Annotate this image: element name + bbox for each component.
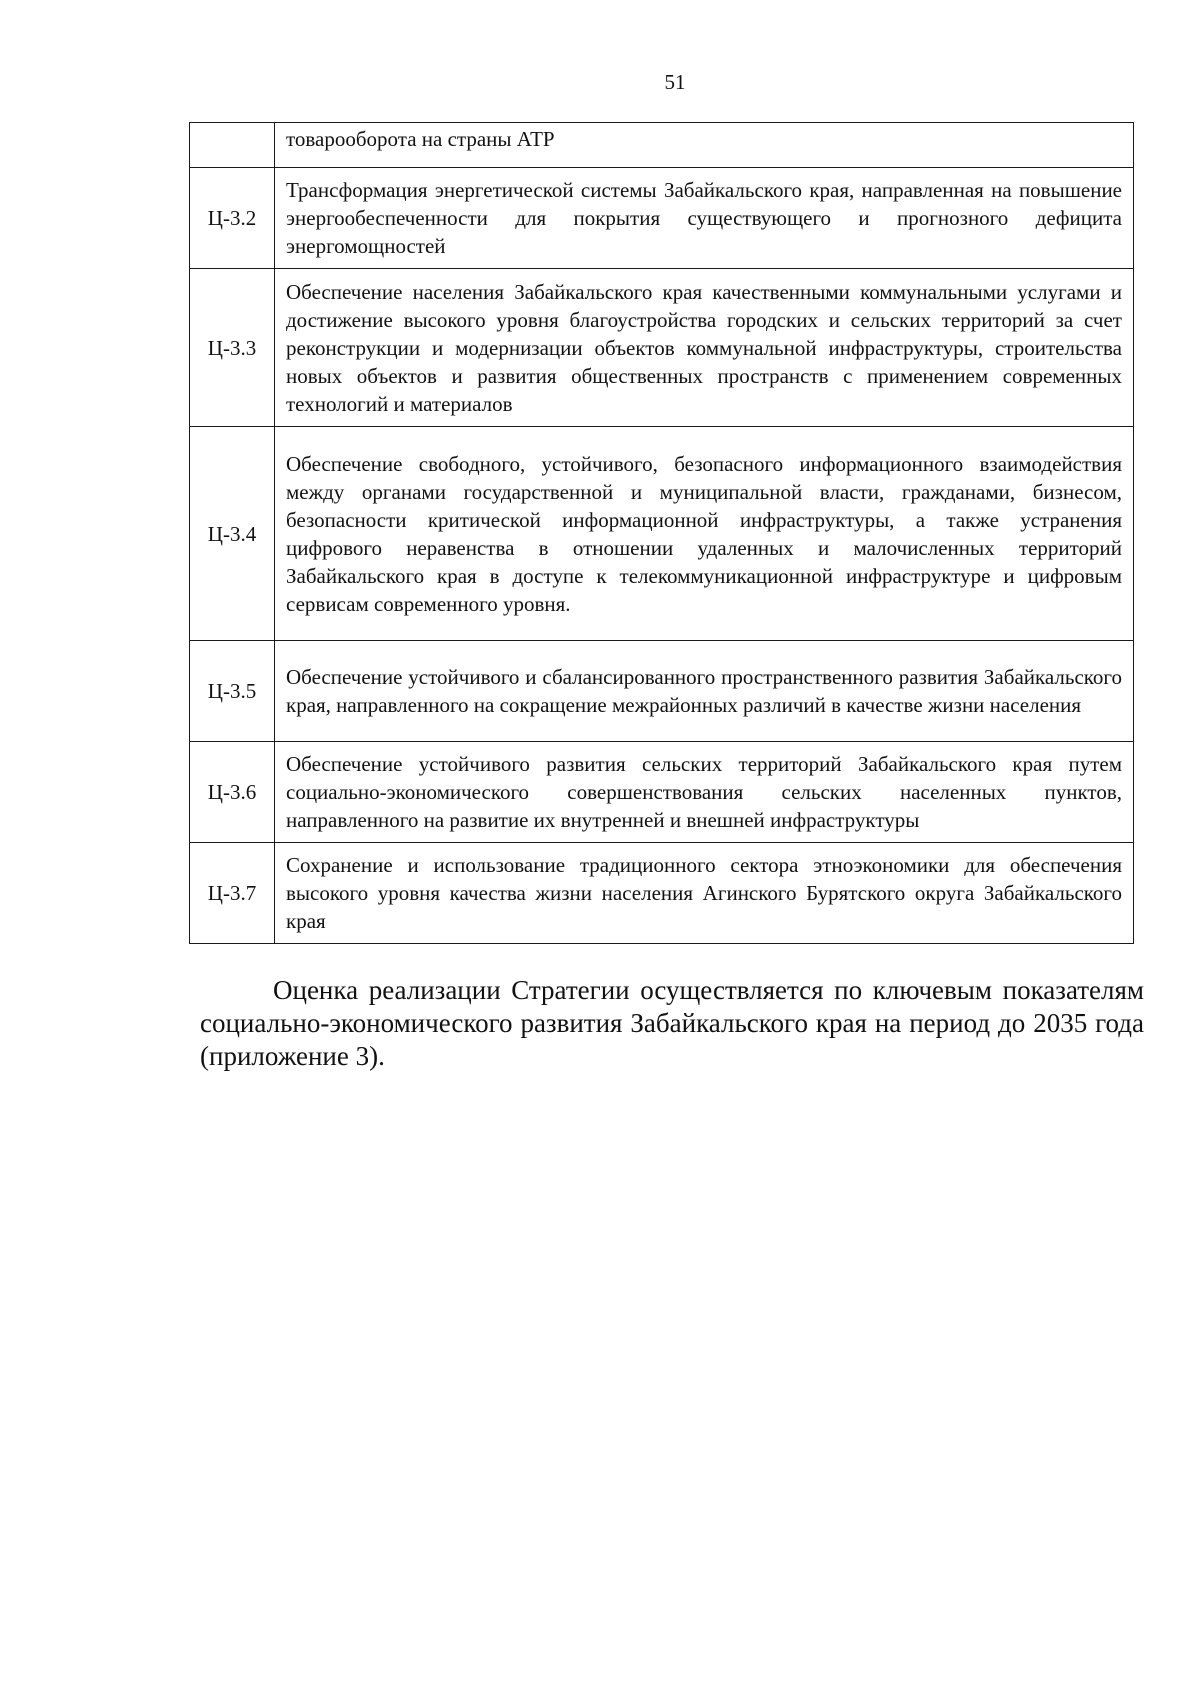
table-row [190,742,1134,843]
goal-code [190,123,275,168]
table-row [190,269,1134,427]
table-row [190,843,1134,944]
goal-description: Обеспечение населения Забайкальского края качественными коммунальными услугами и достижение высокого уровня благоустройства городских и сельских территорий за счет реконструкции и модернизации объектов коммунальной инфраструктуры, строительства новых объектов и развития общественных пространств с применением современных технологий и материалов [275,269,1134,427]
goal-description: Обеспечение устойчивого развития сельских территорий Забайкальского края путем социально-экономического совершенствования сельских населенных пунктов, направленного на развитие их внутренней и внешней инфраструктуры [275,742,1134,843]
goals-table [189,122,1134,944]
page-number: 51 [664,70,686,94]
goal-code: Ц-3.3 [190,269,275,427]
goal-description: Обеспечение устойчивого и сбалансированного пространственного развития Забайкальского края, направленного на сокращение межрайонных различий в качестве жизни населения [275,641,1134,742]
table-row [190,641,1134,742]
body-paragraph: Оценка реализации Стратегии осуществляется по ключевым показателям социально-экономического развития Забайкальского края на период до 2035 года (приложение 3). [200,975,1144,1071]
goal-code: Ц-3.7 [190,843,275,944]
goal-description: Сохранение и использование традиционного сектора этноэкономики для обеспечения высокого уровня качества жизни населения Агинского Бурятского округа Забайкальского края [275,843,1134,944]
goal-code: Ц-3.5 [190,641,275,742]
goal-code: Ц-3.6 [190,742,275,843]
goal-description: товарооборота на страны АТР [275,123,1134,168]
goal-code: Ц-3.2 [190,168,275,269]
table-row [190,123,1134,168]
goal-description: Трансформация энергетической системы Забайкальского края, направленная на повышение энергообеспеченности для покрытия существующего и прогнозного дефицита энергомощностей [275,168,1134,269]
goal-code: Ц-3.4 [190,427,275,641]
goal-description: Обеспечение свободного, устойчивого, безопасного информационного взаимодействия между органами государственной и муниципальной власти, гражданами, бизнесом, безопасности критической информационной инфраструктуры, а также устранения цифрового неравенства в отношении удаленных и малочисленных территорий Забайкальского края в доступе к телекоммуникационной инфраструктуре и цифровым сервисам современного уровня. [275,427,1134,641]
table-row [190,168,1134,269]
table-row [190,427,1134,641]
